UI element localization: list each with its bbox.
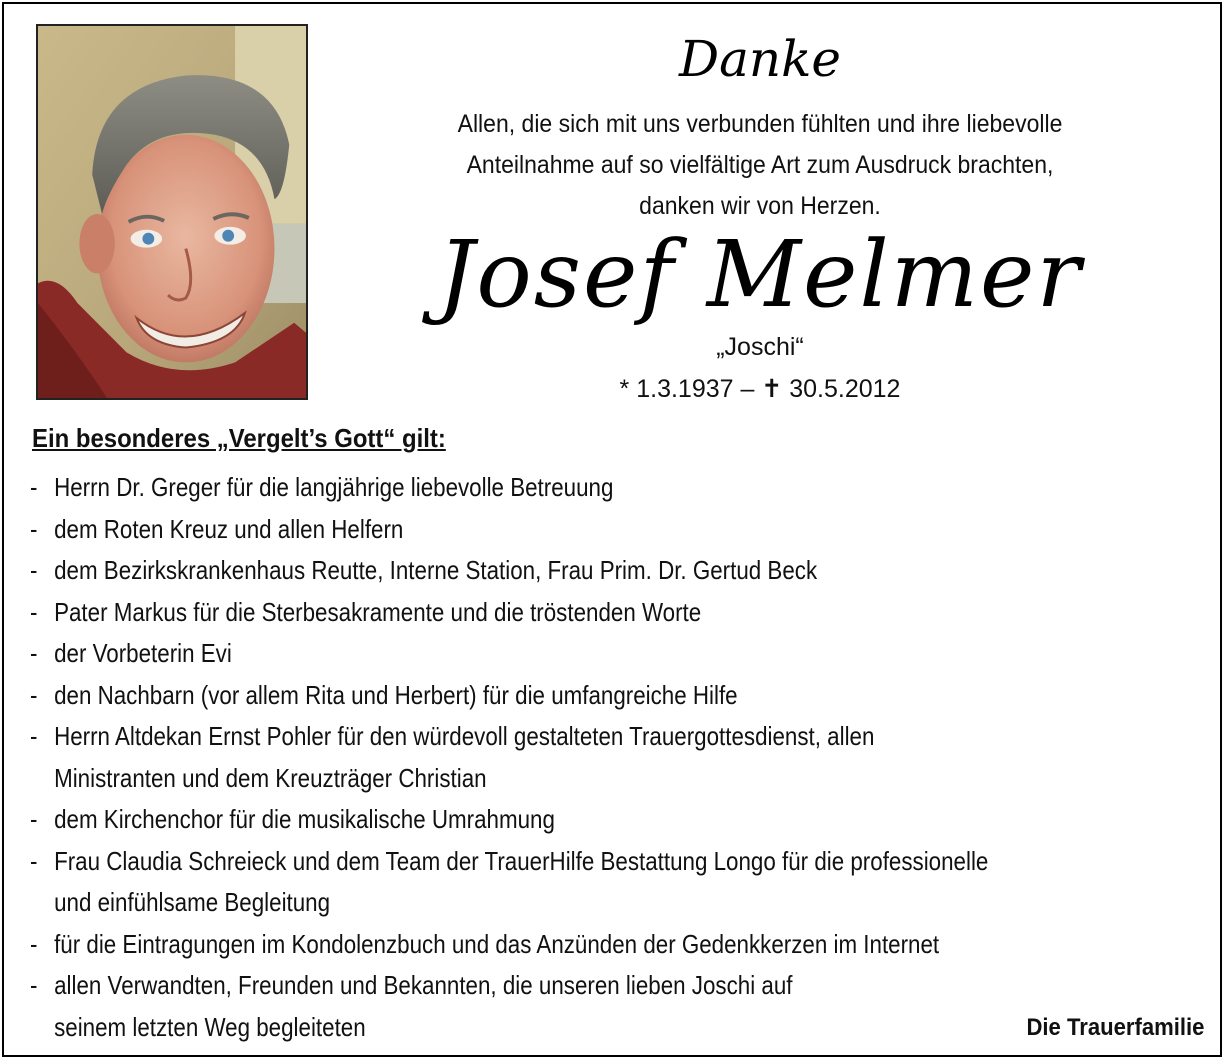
bullet-dash: - (30, 513, 38, 544)
list-item (30, 924, 1045, 966)
bullet-dash: - (30, 845, 38, 876)
portrait-image (38, 26, 306, 398)
bullet-dash: - (30, 638, 38, 668)
bullet-dash: - (30, 679, 38, 710)
intro-line: Anteilnahme auf so vielfältige Art zum Ausdruck brachten, (466, 151, 1054, 179)
list-item (30, 592, 1045, 634)
list-item (30, 633, 1045, 675)
list-item (30, 675, 1045, 717)
item-text: dem Bezirkskrankenhaus Reutte, Interne Station, Frau Prim. Dr. Gertud Beck (54, 555, 818, 585)
bullet-dash: - (30, 928, 38, 959)
item-text: allen Verwandten, Freunden und Bekannten, die unseren lieben Joschi auf (54, 970, 793, 1000)
item-text: dem Kirchenchor für die musikalische Umrahmung (54, 804, 555, 834)
list-item (30, 965, 1045, 1048)
list-item (30, 716, 1045, 799)
item-text: Pater Markus für die Sterbesakramente und die tröstenden Worte (54, 596, 702, 627)
deceased-name: Josef Melmer (437, 221, 1083, 328)
list-item (30, 467, 1045, 509)
bullet-dash: - (30, 721, 38, 751)
list-item (30, 841, 1045, 924)
bullet-dash: - (30, 596, 38, 627)
item-text: Frau Claudia Schreieck und dem Team der TrauerHilfe Bestattung Longo für die professionelle (54, 845, 989, 876)
item-text-continued: und einfühlsame Begleitung (54, 887, 331, 917)
intro-line: danken wir von Herzen. (639, 192, 881, 220)
item-text: dem Roten Kreuz und allen Helfern (54, 513, 404, 544)
list-item (30, 550, 1045, 592)
deceased-nickname: „Joschi“ (716, 333, 804, 361)
item-text: der Vorbeterin Evi (54, 638, 232, 668)
list-item (30, 509, 1045, 551)
signature: Die Trauerfamilie (1026, 1014, 1204, 1041)
item-text-continued: Ministranten und dem Kreuzträger Christian (54, 762, 487, 793)
item-text: den Nachbarn (vor allem Rita und Herbert) für die umfangreiche Hilfe (54, 679, 738, 710)
bullet-dash: - (30, 804, 38, 834)
item-text-continued: seinem letzten Weg begleiteten (54, 1011, 366, 1042)
intro-line: Allen, die sich mit uns verbunden fühlten und ihre liebevolle (457, 110, 1063, 138)
item-text: Herrn Altdekan Ernst Pohler für den würdevoll gestalteten Trauergottesdienst, allen (54, 721, 875, 751)
item-text: Herrn Dr. Greger für die langjährige liebevolle Betreuung (54, 472, 614, 502)
life-dates: * 1.3.1937 – ✝ 30.5.2012 (619, 375, 901, 403)
portrait-photo (36, 24, 308, 400)
danke-title: Danke (679, 30, 841, 88)
list-item (30, 799, 1045, 841)
bullet-dash: - (30, 970, 38, 1000)
thanks-heading: Ein besonderes „Vergelt’s Gott“ gilt: (32, 423, 446, 453)
intro-text (410, 104, 1109, 227)
thanks-list (30, 467, 1045, 1048)
bullet-dash: - (30, 472, 38, 502)
bullet-dash: - (30, 555, 38, 585)
item-text: für die Eintragungen im Kondolenzbuch und das Anzünden der Gedenkkerzen im Internet (54, 928, 940, 959)
